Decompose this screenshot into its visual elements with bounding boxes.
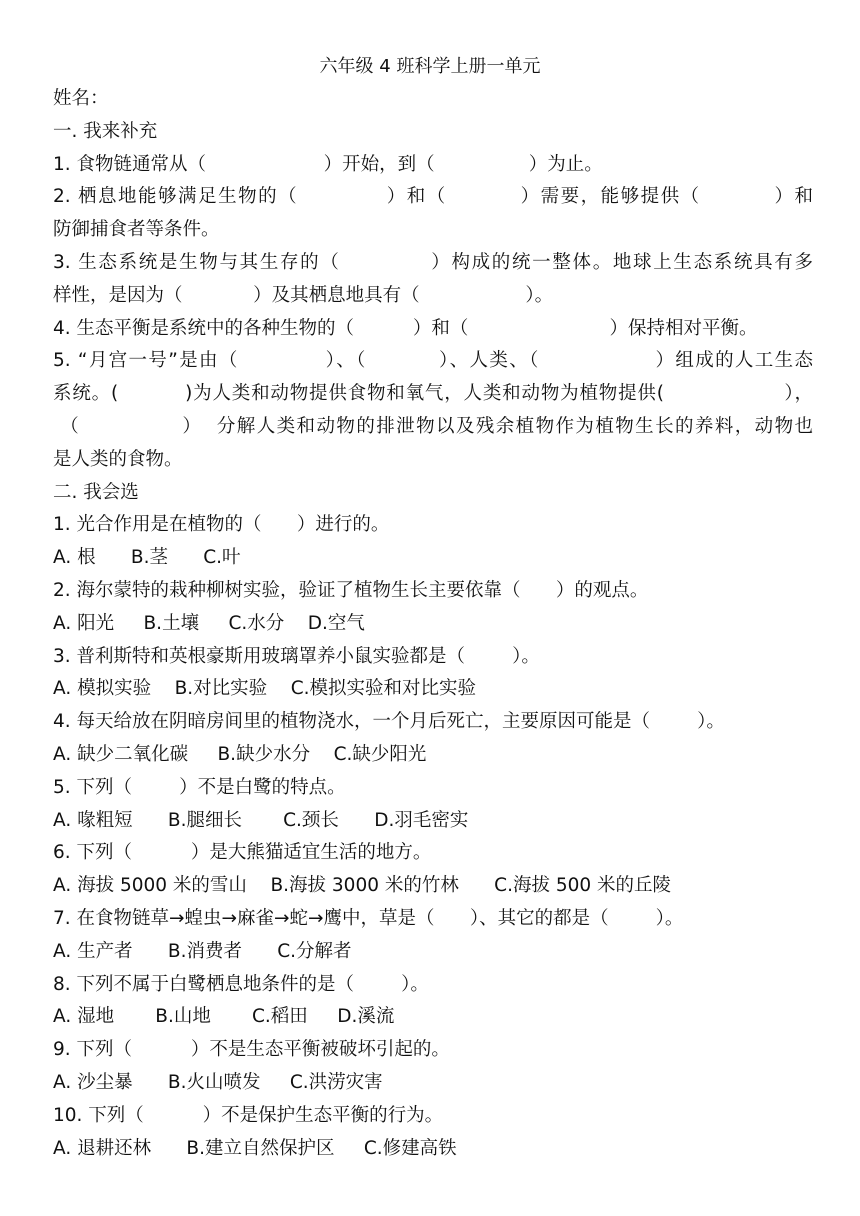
section-heading-choice: 二. 我会选 xyxy=(53,481,139,503)
choice-options-1: A. 根 B.茎 C.叶 xyxy=(53,547,241,569)
fill-question-5-line-2: 系统。( )为人类和动物提供食物和氧气，人类和动物为植物提供( ）， xyxy=(53,383,813,405)
choice-options-4: A. 缺少二氧化碳 B.缺少水分 C.缺少阳光 xyxy=(53,743,427,765)
fill-question-3-line-1: 3. 生态系统是生物与其生存的（ ）构成的统一整体。地球上生态系统具有多 xyxy=(53,251,813,273)
choice-options-6: A. 海拔 5000 米的雪山 B.海拔 3000 米的竹林 C.海拔 500 米的丘陵 xyxy=(53,875,672,897)
choice-question-8: 8. 下列不属于白鹭栖息地条件的是（ ）。 xyxy=(53,973,429,995)
fill-question-2-line-1: 2. 栖息地能够满足生物的（ ）和（ ）需要，能够提供（ ）和 xyxy=(53,186,813,208)
choice-options-2: A. 阳光 B.土壤 C.水分 D.空气 xyxy=(53,612,365,634)
fill-question-5-line-1: 5. “月宫一号”是由（ ）、（ ）、人类、（ ）组成的人工生态 xyxy=(53,350,813,372)
choice-question-5: 5. 下列（ ）不是白鹭的特点。 xyxy=(53,776,346,798)
fill-question-2-line-2: 防御捕食者等条件。 xyxy=(53,219,220,241)
choice-question-6: 6. 下列（ ）是大熊猫适宜生活的地方。 xyxy=(53,842,432,864)
choice-question-3: 3. 普利斯特和英根豪斯用玻璃罩养小鼠实验都是（ ）。 xyxy=(53,645,540,667)
worksheet-body xyxy=(53,83,813,1165)
choice-options-3: A. 模拟实验 B.对比实验 C.模拟实验和对比实验 xyxy=(53,678,477,700)
fill-question-1: 1. 食物链通常从（ ）开始，到（ ）为止。 xyxy=(53,153,603,175)
choice-question-2: 2. 海尔蒙特的栽种柳树实验，验证了植物生长主要依靠（ ）的观点。 xyxy=(53,579,649,601)
choice-question-10: 10. 下列（ ）不是保护生态平衡的行为。 xyxy=(53,1104,444,1126)
section-heading-fill-in: 一. 我来补充 xyxy=(53,120,158,142)
choice-question-7: 7. 在食物链草→蝗虫→麻雀→蛇→鹰中，草是（ ）、其它的都是（ ）。 xyxy=(53,907,684,929)
choice-options-7: A. 生产者 B.消费者 C.分解者 xyxy=(53,940,352,962)
page-title: 六年级 4 班科学上册一单元 xyxy=(319,56,541,77)
choice-options-9: A. 沙尘暴 B.火山喷发 C.洪涝灾害 xyxy=(53,1071,383,1093)
choice-options-10: A. 退耕还林 B.建立自然保护区 C.修建高铁 xyxy=(53,1137,457,1159)
choice-question-1: 1. 光合作用是在植物的（ ）进行的。 xyxy=(53,514,390,536)
fill-question-3-line-2: 样性，是因为（ ）及其栖息地具有（ ）。 xyxy=(53,284,554,306)
choice-question-4: 4. 每天给放在阴暗房间里的植物浇水，一个月后死亡，主要原因可能是（ ）。 xyxy=(53,711,725,733)
fill-question-5-line-3: （ ） 分解人类和动物的排泄物以及残余植物作为植物生长的养料，动物也 xyxy=(53,415,813,437)
choice-question-9: 9. 下列（ ）不是生态平衡被破坏引起的。 xyxy=(53,1039,450,1061)
fill-question-5-line-4: 是人类的食物。 xyxy=(53,448,183,470)
choice-options-8: A. 湿地 B.山地 C.稻田 D.溪流 xyxy=(53,1006,395,1028)
fill-question-4: 4. 生态平衡是系统中的各种生物的（ ）和（ ）保持相对平衡。 xyxy=(53,317,758,339)
choice-options-5: A. 喙粗短 B.腿细长 C.颈长 D.羽毛密实 xyxy=(53,809,469,831)
name-label: 姓名： xyxy=(53,88,109,109)
